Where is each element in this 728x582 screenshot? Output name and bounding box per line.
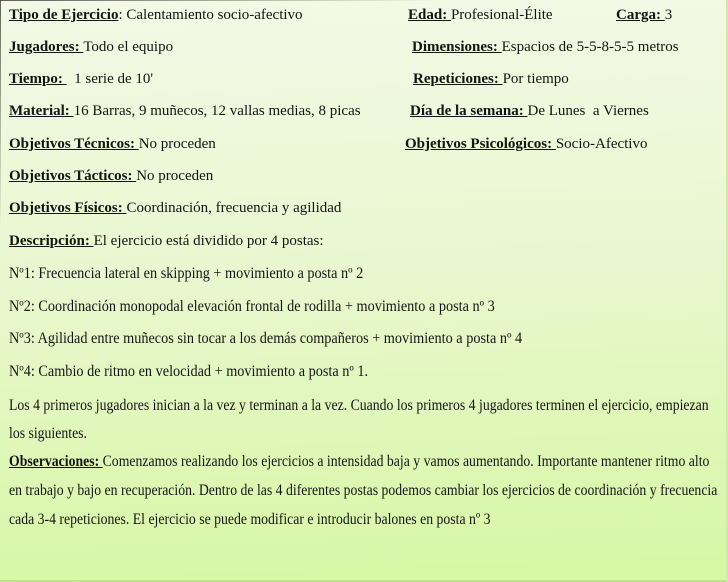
field-carga bbox=[616, 7, 672, 24]
field-observaciones bbox=[9, 447, 723, 534]
field-repeticiones-value: Por tiempo bbox=[502, 71, 569, 87]
field-jugadores-label: Jugadores: bbox=[9, 39, 84, 55]
field-tiempo-value: 1 serie de 10' bbox=[66, 71, 154, 87]
field-descripcion-value: El ejercicio está dividido por 4 postas: bbox=[93, 233, 324, 249]
field-descripcion-label: Descripción: bbox=[9, 233, 94, 249]
posta-item-1: Nº1: Frecuencia lateral en skipping + movimiento a posta nº 2 bbox=[9, 265, 364, 282]
field-repeticiones bbox=[413, 71, 569, 88]
field-tipo-ejercicio-label: Tipo de Ejercicio bbox=[9, 7, 119, 23]
field-objetivos-fisicos-value: Coordinación, frecuencia y agilidad bbox=[126, 200, 342, 216]
field-dimensiones-label: Dimensiones: bbox=[412, 39, 502, 55]
posta-item-4: Nº4: Cambio de ritmo en velocidad + movimiento a posta nº 1. bbox=[9, 363, 369, 380]
field-objetivos-tacticos-label: Objetivos Tácticos: bbox=[9, 168, 137, 184]
field-objetivos-fisicos bbox=[9, 200, 341, 217]
field-material bbox=[9, 103, 361, 120]
field-objetivos-psicologicos-value: Socio-Afectivo bbox=[555, 136, 648, 152]
field-objetivos-psicologicos-label: Objetivos Psicológicos: bbox=[405, 136, 556, 152]
field-carga-value: 3 bbox=[664, 7, 673, 23]
field-tiempo bbox=[9, 71, 153, 88]
field-tiempo-label: Tiempo: bbox=[9, 71, 67, 87]
field-observaciones-value: Comenzamos realizando los ejercicios a intensidad baja y vamos aumentando. Importante mantener ritmo alto en trabajo y bajo en recuperación. Dentro de las 4 diferentes postas podemos cambiar los ejercicios de coordinación y frecuencia cada 3-4 repeticiones. El ejercicio se puede modificar e introducir balones en posta nº 3 bbox=[9, 453, 721, 528]
field-dimensiones-value: Espacios de 5-5-8-5-5 metros bbox=[501, 39, 679, 55]
rotation-note: Los 4 primeros jugadores inician a la vez y terminan a la vez. Cuando los primeros 4 jugadores terminen el ejercicio, empiezan los siguientes. bbox=[9, 397, 713, 442]
field-objetivos-psicologicos bbox=[405, 136, 647, 153]
field-objetivos-tacticos bbox=[9, 168, 213, 185]
field-objetivos-tecnicos-value: No proceden bbox=[138, 136, 216, 152]
field-descripcion bbox=[9, 233, 324, 250]
field-observaciones-label: Observaciones: bbox=[9, 453, 103, 470]
page-edge-left bbox=[0, 0, 1, 230]
field-dia-semana-value: De Lunes a Viernes bbox=[527, 103, 649, 119]
field-tipo-ejercicio bbox=[9, 7, 303, 24]
field-dia-semana-label: Día de la semana: bbox=[410, 103, 528, 119]
field-edad bbox=[408, 7, 553, 24]
posta-item-2: Nº2: Coordinación monopodal elevación frontal de rodilla + movimiento a posta nº 3 bbox=[9, 298, 495, 315]
field-dimensiones bbox=[412, 39, 679, 56]
field-dia-semana bbox=[410, 103, 649, 120]
field-repeticiones-label: Repeticiones: bbox=[413, 71, 503, 87]
field-objetivos-tacticos-value: No proceden bbox=[136, 168, 214, 184]
page-edge-top bbox=[0, 0, 440, 1]
field-objetivos-tecnicos-label: Objetivos Técnicos: bbox=[9, 136, 139, 152]
field-objetivos-fisicos-label: Objetivos Físicos: bbox=[9, 200, 127, 216]
field-jugadores bbox=[9, 39, 173, 56]
field-edad-value: Profesional-Élite bbox=[450, 7, 553, 23]
field-material-value: 16 Barras, 9 muñecos, 12 vallas medias, 8 picas bbox=[73, 103, 361, 119]
field-tipo-ejercicio-value: : Calentamiento socio-afectivo bbox=[118, 7, 303, 23]
field-material-label: Material: bbox=[9, 103, 74, 119]
field-carga-label: Carga: bbox=[616, 7, 665, 23]
field-edad-label: Edad: bbox=[408, 7, 451, 23]
posta-item-3: Nº3: Agilidad entre muñecos sin tocar a los demás compañeros + movimiento a posta nº 4 bbox=[9, 330, 523, 347]
field-jugadores-value: Todo el equipo bbox=[83, 39, 174, 55]
field-objetivos-tecnicos bbox=[9, 136, 216, 153]
